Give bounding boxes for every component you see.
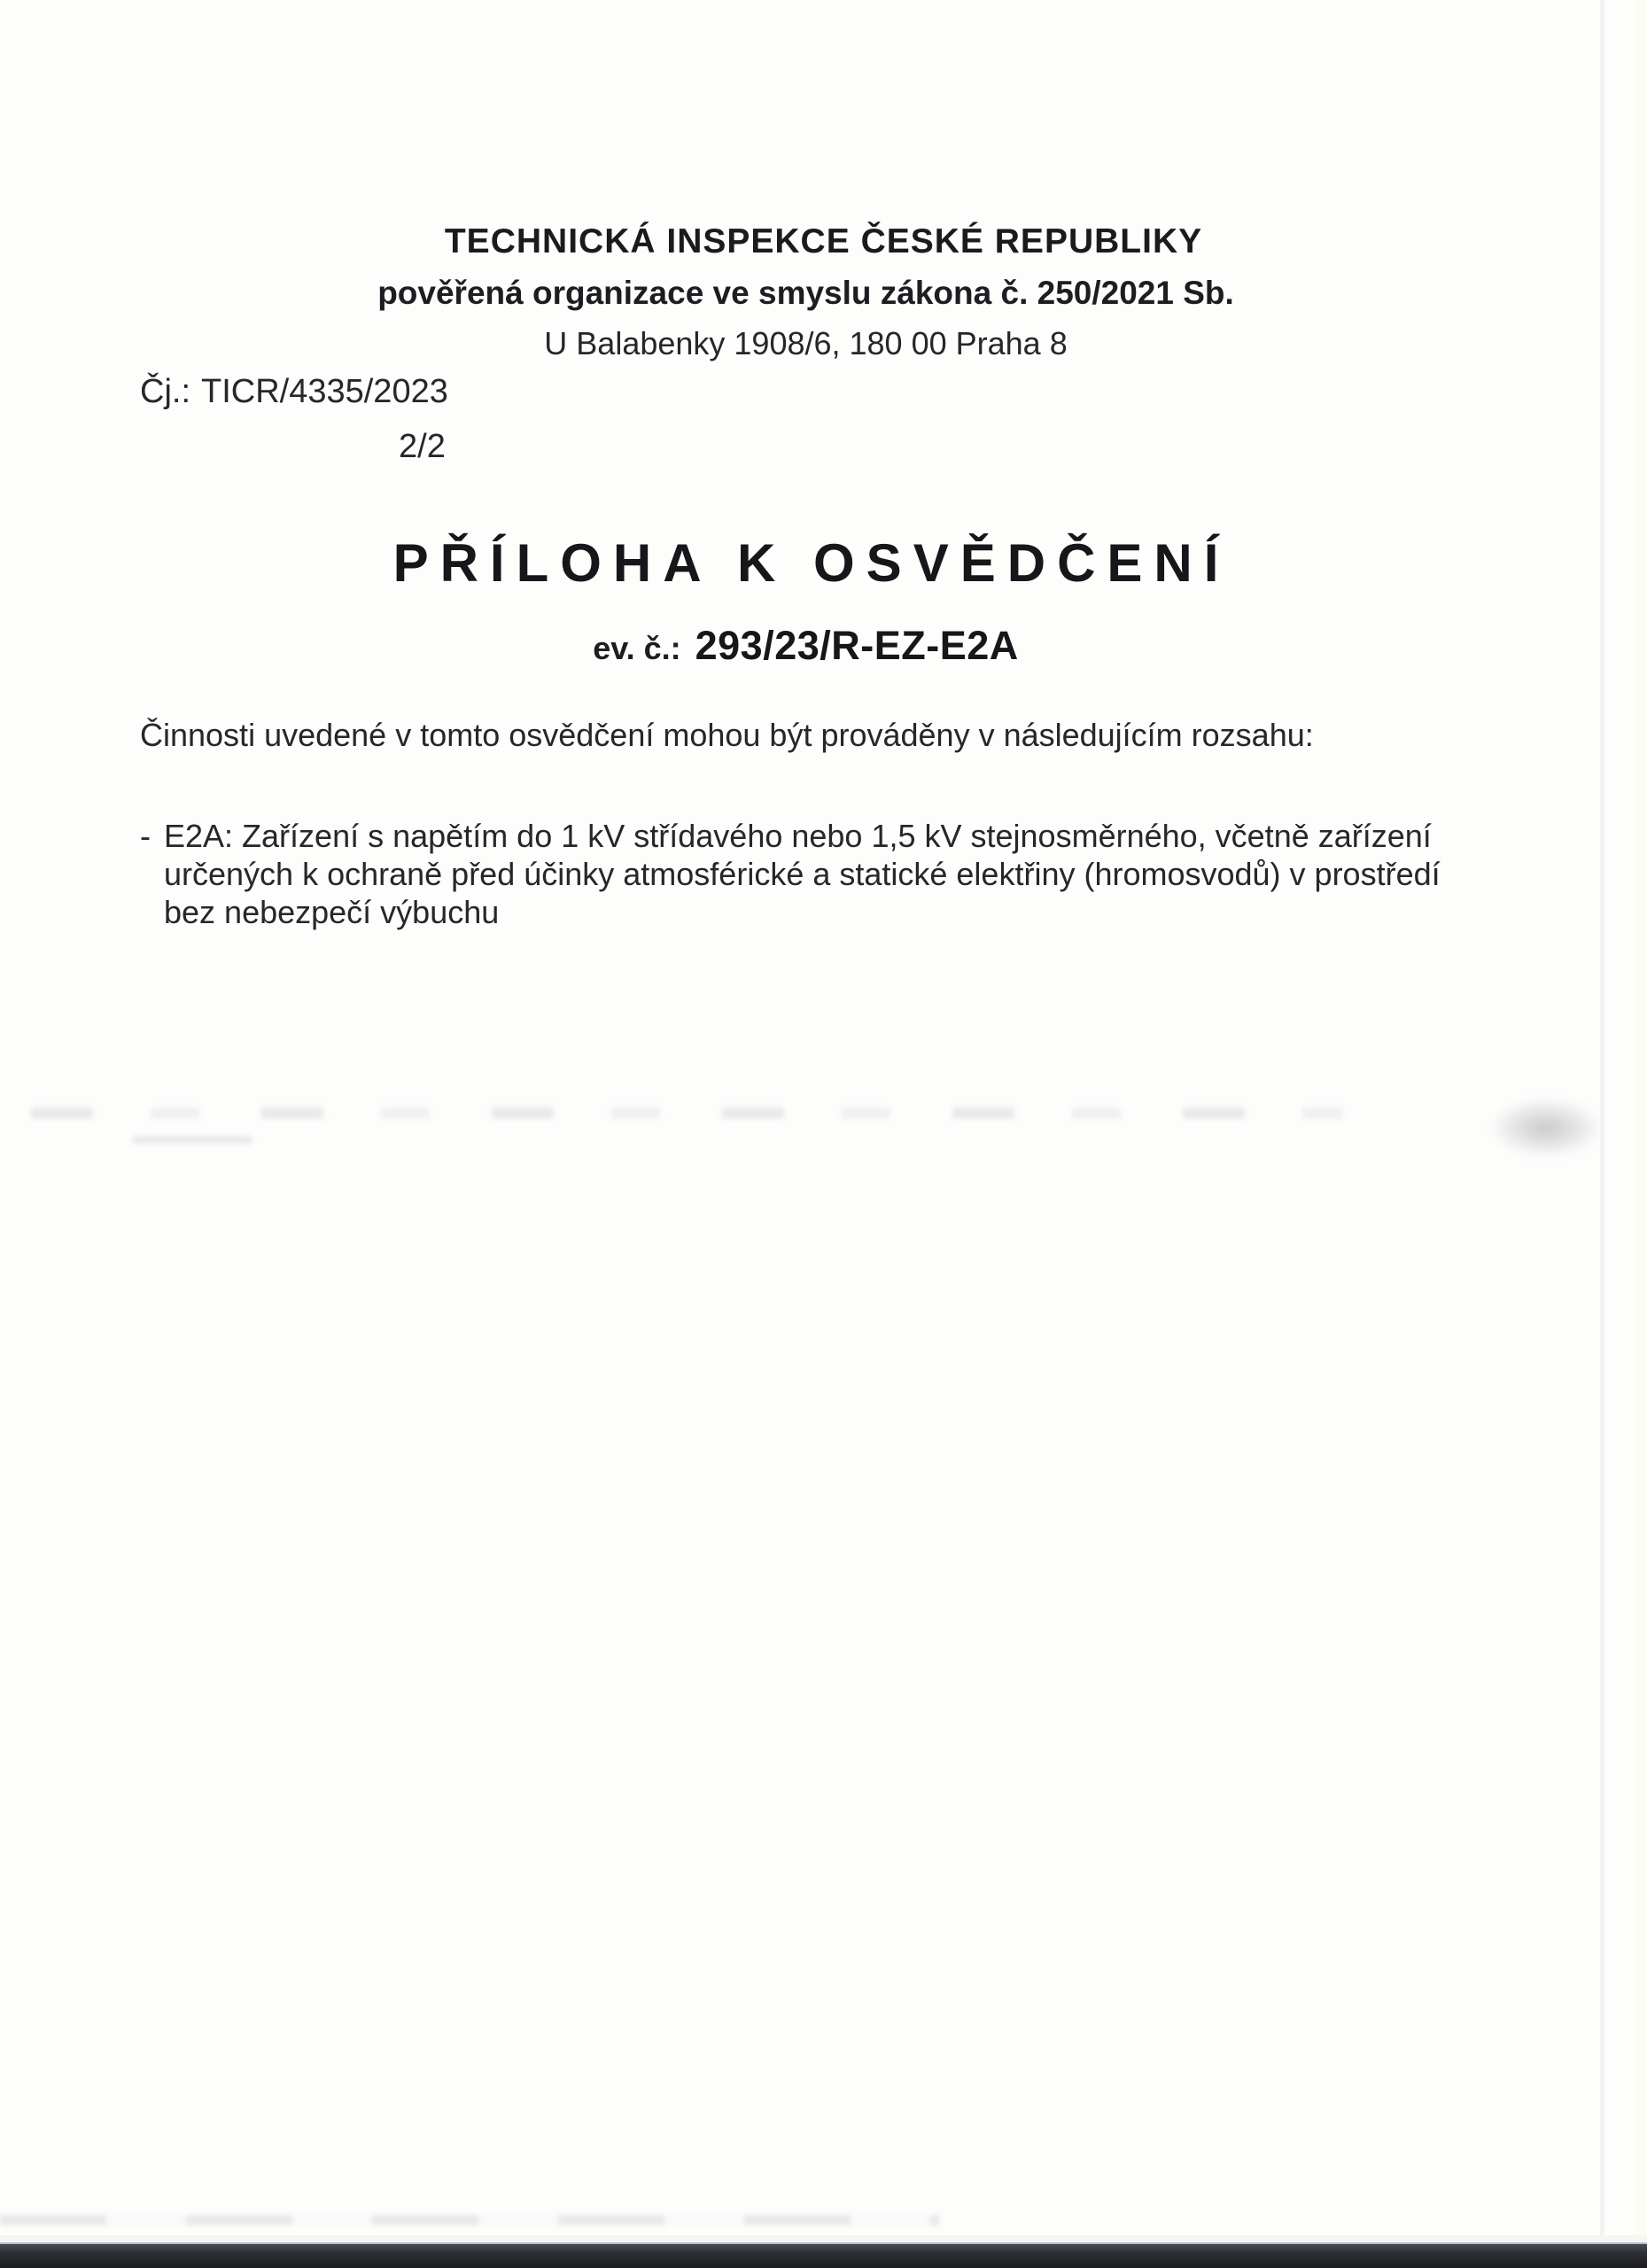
- scan-artifact-bottom-smudge: [0, 2215, 939, 2225]
- file-number-label: Čj.:: [140, 373, 190, 410]
- scanner-bed-edge-bar: [0, 2242, 1647, 2268]
- scan-artifact-page-edge-tint: [1635, 0, 1647, 2268]
- certificate-number-label: ev. č.:: [593, 630, 681, 666]
- certificate-number-value: 293/23/R-EZ-E2A: [695, 623, 1019, 668]
- organization-address: U Balabenky 1908/6, 180 00 Praha 8: [544, 325, 1068, 361]
- certificate-number-line: [0, 623, 1612, 669]
- scope-list-item: [140, 817, 1441, 931]
- scan-artifact-right-smudge: [1488, 1097, 1604, 1159]
- intro-sentence: Činnosti uvedené v tomto osvědčení mohou být prováděny v následujícím rozsahu:: [140, 717, 1314, 753]
- scope-text-line-2: určených k ochraně před účinky atmosférické a statické elektřiny (hromosvodů) v prostředí: [164, 856, 1441, 892]
- organization-authority-line: pověřená organizace ve smyslu zákona č. 250/2021 Sb.: [377, 275, 1234, 311]
- document-title: PŘÍLOHA K OSVĚDČENÍ: [392, 533, 1231, 593]
- file-number-value: TICR/4335/2023: [201, 373, 448, 410]
- scope-text: [164, 817, 1441, 931]
- list-bullet-dash: -: [140, 818, 151, 854]
- scope-text-line-3: bez nebezpečí výbuchu: [164, 894, 500, 930]
- scope-text-line-1: E2A: Zařízení s napětím do 1 kV střídavého nebo 1,5 kV stejnosměrného, včetně zařízení: [164, 818, 1432, 854]
- scan-artifact-bottom-light-band: [0, 2235, 1647, 2244]
- page-indicator: 2/2: [399, 428, 446, 465]
- scan-artifact-showthrough-band: [31, 1107, 1342, 1119]
- scan-artifact-small-smudge: [133, 1136, 252, 1144]
- file-number-line: [140, 375, 448, 408]
- organization-name: TECHNICKÁ INSPEKCE ČESKÉ REPUBLIKY: [444, 222, 1203, 260]
